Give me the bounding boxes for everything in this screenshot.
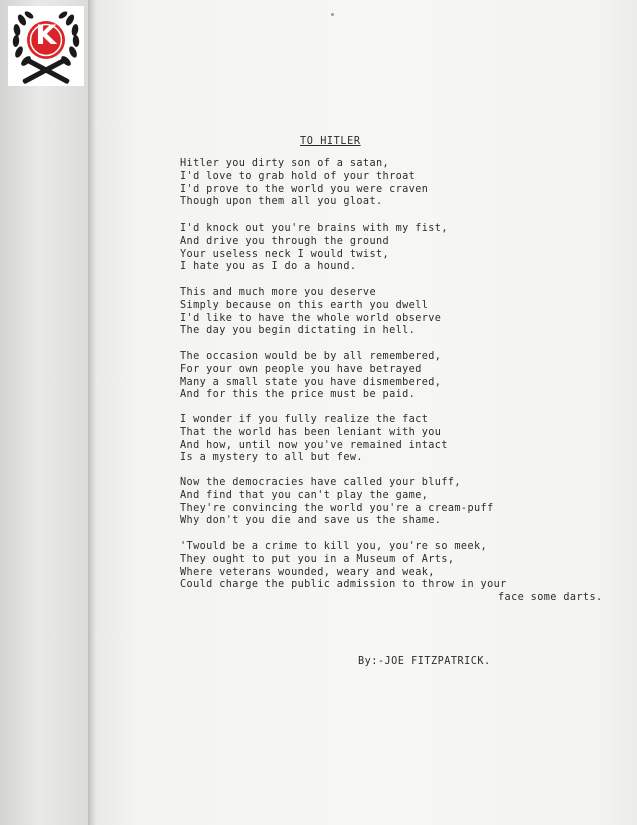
- poem-line: They're convincing the world you're a cream-puff: [180, 502, 494, 514]
- poem-line: And drive you through the ground: [180, 235, 390, 247]
- poem-line: Is a mystery to all but few.: [180, 452, 363, 464]
- poem-line: And for this the price must be paid.: [180, 389, 416, 401]
- poem-line: I hate you as I do a hound.: [180, 261, 357, 273]
- poem-line: The day you begin dictating in hell.: [180, 325, 416, 337]
- stanza-1: [180, 158, 428, 209]
- poem-line: Your useless neck I would twist,: [180, 248, 390, 260]
- poem-line: This and much more you deserve: [180, 287, 377, 298]
- author-byline: By:-JOE FITZPATRICK.: [358, 656, 491, 667]
- poem-line: I wonder if you fully realize the fact: [180, 414, 429, 425]
- stanza-5: [180, 414, 448, 465]
- poem-line: They ought to put you in a Museum of Arts,: [180, 553, 455, 565]
- poem-line: 'Twould be a crime to kill you, you're so meek,: [180, 541, 488, 552]
- poem-line: Hitler you dirty son of a satan,: [180, 158, 390, 169]
- poem-line: That the world has been leniant with you: [180, 426, 442, 438]
- poem-line: I'd knock out you're brains with my fist,: [180, 223, 448, 234]
- poem-title: TO HITLER: [300, 136, 361, 147]
- poem-line: The occasion would be by all remembered,: [180, 351, 442, 362]
- poem-line: Why don't you die and save us the shame.: [180, 515, 442, 527]
- poem-line: For your own people you have betrayed: [180, 363, 422, 375]
- stanza-6: [180, 477, 494, 528]
- stanza-7: [180, 541, 603, 605]
- left-page-edge: [0, 0, 89, 825]
- stanza-3: [180, 287, 441, 338]
- poem-line: I'd like to have the whole world observe: [180, 312, 442, 324]
- poem-line: Where veterans wounded, weary and weak,: [180, 566, 435, 578]
- poem-line: Now the democracies have called your bluff,: [180, 477, 461, 488]
- poem-line: I'd prove to the world you were craven: [180, 183, 429, 195]
- poem-line: And find that you can't play the game,: [180, 489, 429, 501]
- poem-line: Though upon them all you gloat.: [180, 196, 383, 208]
- logo: [8, 6, 84, 86]
- stanza-4: [180, 351, 441, 402]
- poem-line: I'd love to grab hold of your throat: [180, 170, 416, 182]
- logo-letter: K: [35, 20, 57, 51]
- poem-line: Many a small state you have dismembered,: [180, 376, 442, 388]
- poem-line: Could charge the public admission to throw in your: [180, 579, 507, 591]
- paper-speck: [331, 13, 334, 16]
- poem-line: And how, until now you've remained intact: [180, 439, 448, 451]
- stanza-2: [180, 223, 448, 274]
- poem-line: Simply because on this earth you dwell: [180, 299, 429, 311]
- poem-line-continuation: face some darts.: [498, 592, 603, 604]
